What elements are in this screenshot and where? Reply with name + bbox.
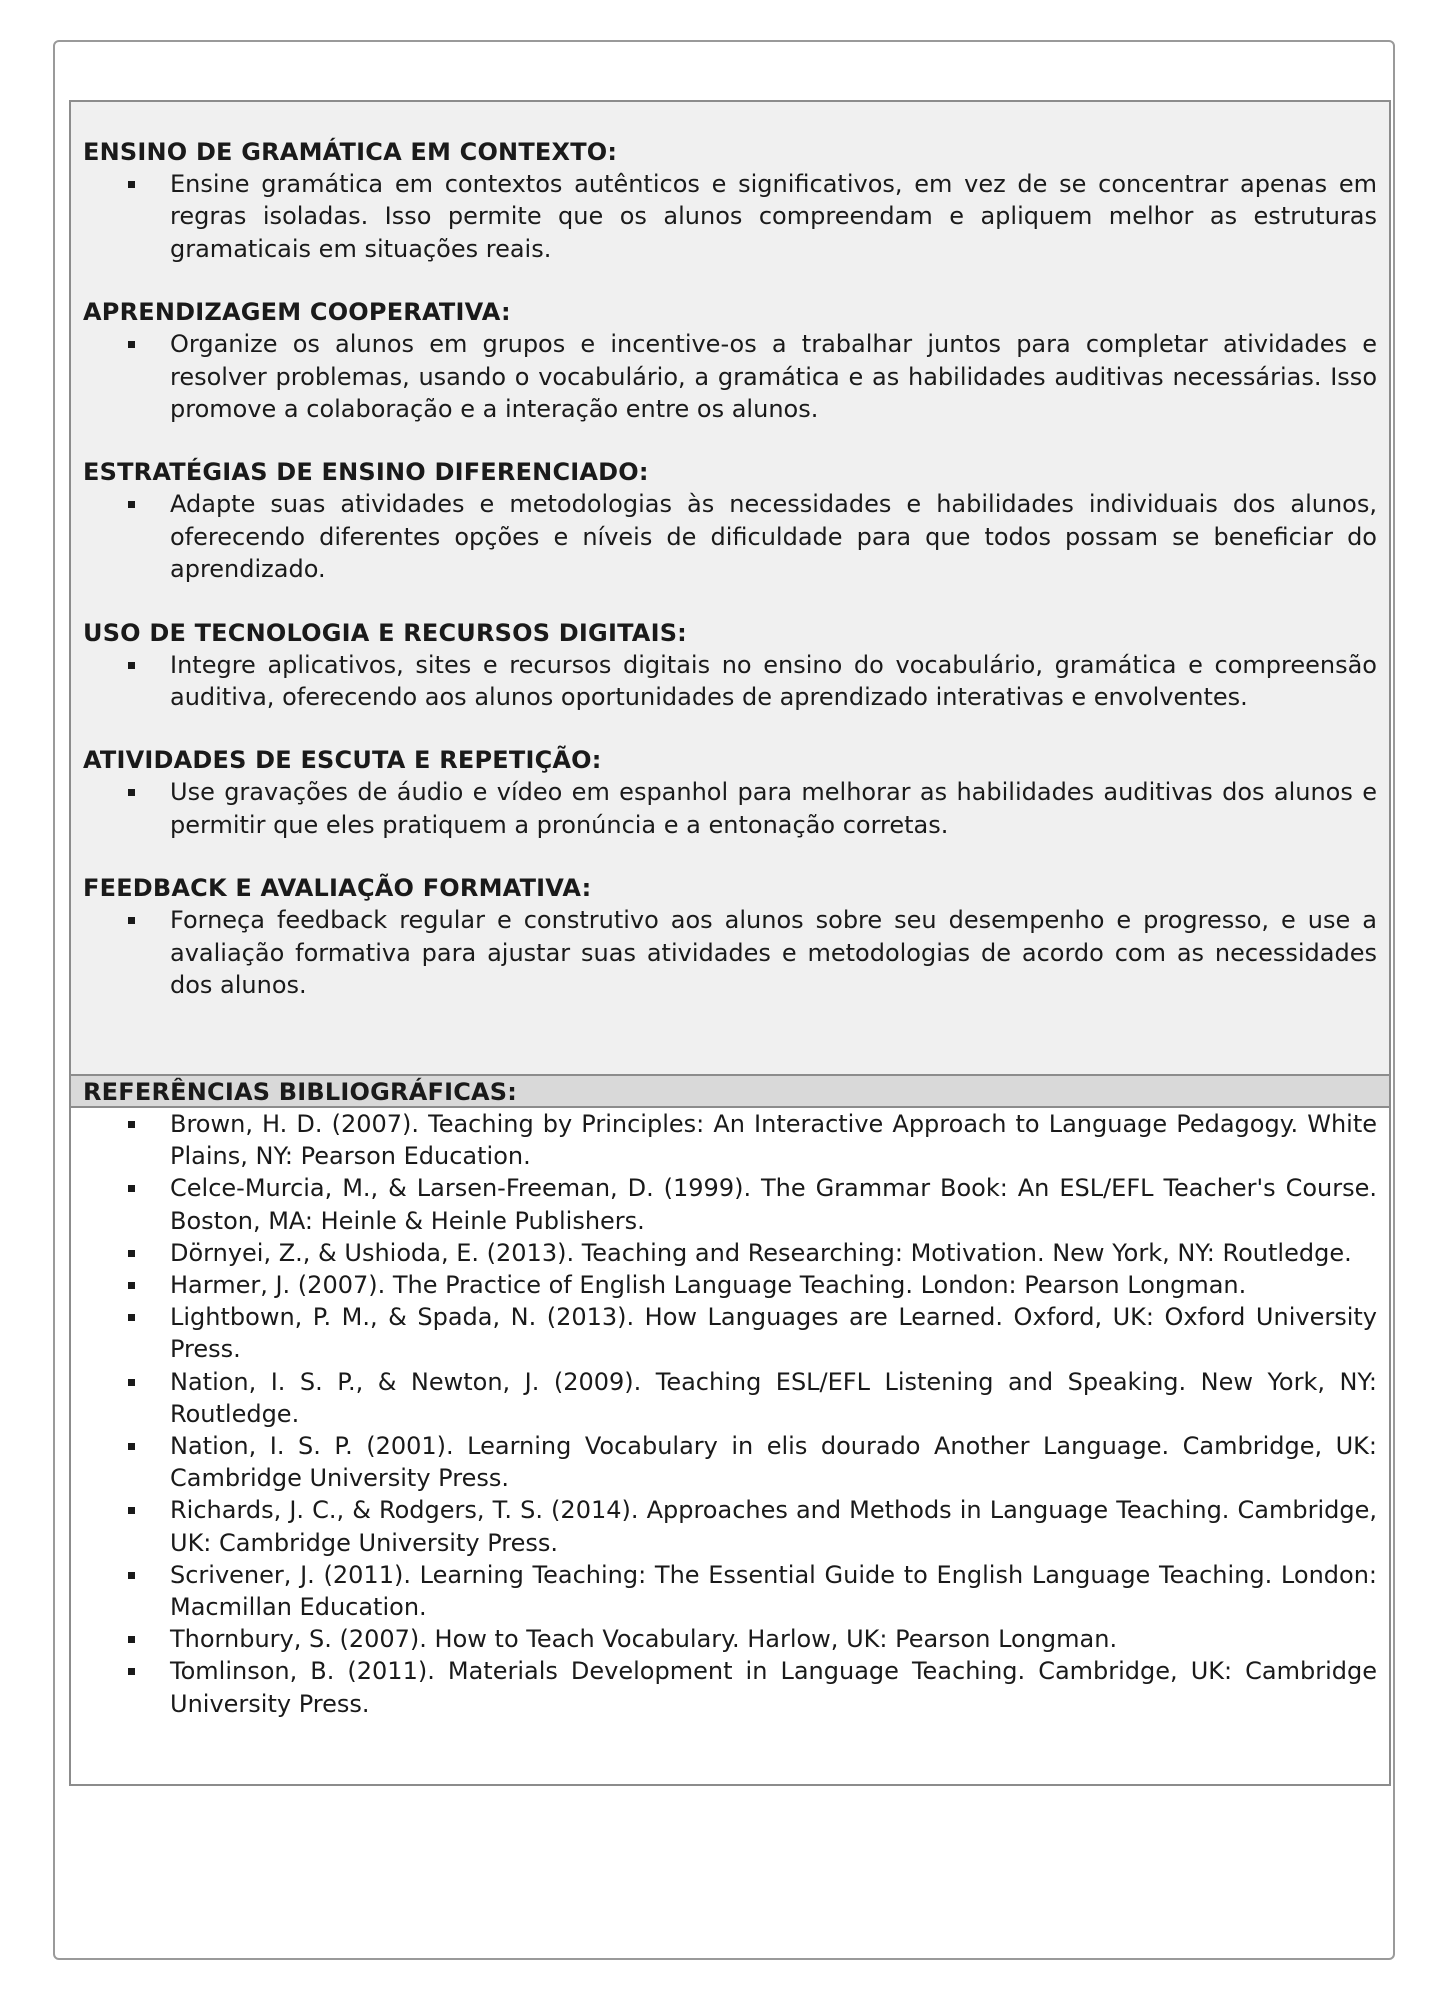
reference-text: Scrivener, J. (2011). Learning Teaching: The Essential Guide to English Language Teaching. London: Macmillan Education.	[170, 1560, 1377, 1622]
list-item	[83, 904, 1377, 1001]
section-grammar-in-context	[83, 136, 1377, 265]
bullet-list	[83, 488, 1377, 585]
bullet-icon	[128, 1443, 135, 1450]
bullet-icon	[128, 1379, 135, 1386]
bullet-icon	[128, 1507, 135, 1514]
list-item-text: Forneça feedback regular e construtivo aos alunos sobre seu desempenho e progresso, e use a avaliação formativa para ajustar suas atividades e metodologias de acordo com as necessidades dos alunos.	[170, 906, 1377, 1000]
bullet-icon	[128, 1282, 135, 1289]
reference-item	[83, 1301, 1377, 1365]
bullet-icon	[128, 1121, 135, 1128]
reference-item	[83, 1108, 1377, 1172]
references-title: REFERÊNCIAS BIBLIOGRÁFICAS:	[83, 1078, 518, 1106]
bullet-list	[83, 328, 1377, 425]
reference-text: Nation, I. S. P. (2001). Learning Vocabulary in elis dourado Another Language. Cambridge, UK: Cambridge University Press.	[170, 1432, 1377, 1493]
bullet-icon	[128, 662, 135, 669]
references-header	[71, 1074, 1389, 1108]
reference-item	[83, 1623, 1377, 1655]
list-item	[83, 649, 1377, 714]
bullet-icon	[128, 1572, 135, 1579]
bullet-icon	[128, 181, 135, 188]
reference-text: Harmer, J. (2007). The Practice of English Language Teaching. London: Pearson Longman.	[170, 1271, 1247, 1300]
section-title: USO DE TECNOLOGIA E RECURSOS DIGITAIS:	[83, 618, 687, 647]
reference-item	[83, 1366, 1377, 1430]
reference-item	[83, 1269, 1377, 1301]
reference-item	[83, 1430, 1377, 1494]
bullet-icon	[128, 789, 135, 796]
list-item-text: Adapte suas atividades e metodologias às necessidades e habilidades individuais dos alunos, oferecendo diferentes opções e níveis de dificuldade para que todos possam se beneficiar do aprendizado.	[170, 490, 1377, 584]
reference-text: Dörnyei, Z., & Ushioda, E. (2013). Teaching and Researching: Motivation. New York, NY: Routledge.	[170, 1238, 1352, 1267]
bullet-icon	[128, 917, 135, 924]
references-list	[83, 1108, 1377, 1720]
bullet-list	[83, 168, 1377, 265]
reference-text: Tomlinson, B. (2011). Materials Development in Language Teaching. Cambridge, UK: Cambridge University Press.	[170, 1657, 1377, 1718]
reference-item	[83, 1494, 1377, 1558]
reference-text: Thornbury, S. (2007). How to Teach Vocabulary. Harlow, UK: Pearson Longman.	[170, 1625, 1118, 1654]
list-item	[83, 776, 1377, 841]
list-item-text: Integre aplicativos, sites e recursos digitais no ensino do vocabulário, gramática e compreensão auditiva, oferecendo aos alunos oportunidades de aprendizado interativas e envolventes.	[170, 650, 1377, 712]
reference-text: Brown, H. D. (2007). Teaching by Principles: An Interactive Approach to Language Pedagogy. White Plains, NY: Pearson Education.	[170, 1110, 1377, 1171]
bullet-list	[83, 904, 1377, 1001]
bullet-icon	[128, 341, 135, 348]
list-item-text: Ensine gramática em contextos autênticos e significativos, em vez de se concentrar apenas em regras isoladas. Isso permite que os alunos compreendam e apliquem melhor as estruturas gramaticais em situações reais.	[170, 170, 1377, 263]
list-item	[83, 488, 1377, 585]
reference-item	[83, 1655, 1377, 1719]
reference-text: Nation, I. S. P., & Newton, J. (2009). Teaching ESL/EFL Listening and Speaking. New York, NY: Routledge.	[170, 1367, 1377, 1428]
references-list-container	[71, 1108, 1389, 1720]
reference-text: Richards, J. C., & Rodgers, T. S. (2014). Approaches and Methods in Language Teaching. Cambridge, UK: Cambridge University Press.	[170, 1496, 1377, 1557]
bullet-list	[83, 649, 1377, 714]
section-technology-digital-resources	[83, 617, 1377, 714]
teaching-strategies	[71, 102, 1389, 1074]
reference-item	[83, 1559, 1377, 1623]
bullet-icon	[128, 1314, 135, 1321]
reference-text: Celce-Murcia, M., & Larsen-Freeman, D. (1999). The Grammar Book: An ESL/EFL Teacher's Course. Boston, MA: Heinle & Heinle Publishers.	[170, 1174, 1377, 1235]
reference-item	[83, 1237, 1377, 1269]
bullet-icon	[128, 1250, 135, 1257]
bullet-icon	[128, 1668, 135, 1675]
list-item-text: Organize os alunos em grupos e incentive-os a trabalhar juntos para completar atividades e resolver problemas, usando o vocabulário, a gramática e as habilidades auditivas necessárias. Isso promove a colaboração e a interação entre os alunos.	[170, 330, 1377, 424]
list-item	[83, 328, 1377, 425]
reference-item	[83, 1172, 1377, 1236]
content-box	[69, 100, 1391, 1786]
section-listening-repetition	[83, 744, 1377, 841]
reference-text: Lightbown, P. M., & Spada, N. (2013). How Languages are Learned. Oxford, UK: Oxford University Press.	[170, 1303, 1377, 1364]
bullet-icon	[128, 1185, 135, 1192]
list-item-text: Use gravações de áudio e vídeo em espanhol para melhorar as habilidades auditivas dos alunos e permitir que eles pratiquem a pronúncia e a entonação corretas.	[170, 778, 1377, 839]
section-title: ESTRATÉGIAS DE ENSINO DIFERENCIADO:	[83, 458, 649, 487]
section-cooperative-learning	[83, 296, 1377, 425]
section-feedback-assessment	[83, 872, 1377, 1001]
section-title: ENSINO DE GRAMÁTICA EM CONTEXTO:	[83, 138, 618, 166]
section-title: APRENDIZAGEM COOPERATIVA:	[83, 298, 511, 327]
bullet-icon	[128, 1636, 135, 1643]
section-title: FEEDBACK E AVALIAÇÃO FORMATIVA:	[83, 874, 592, 903]
bullet-icon	[128, 501, 135, 508]
section-differentiated-teaching	[83, 456, 1377, 585]
bullet-list	[83, 776, 1377, 841]
section-title: ATIVIDADES DE ESCUTA E REPETIÇÃO:	[83, 746, 602, 775]
list-item	[83, 168, 1377, 265]
